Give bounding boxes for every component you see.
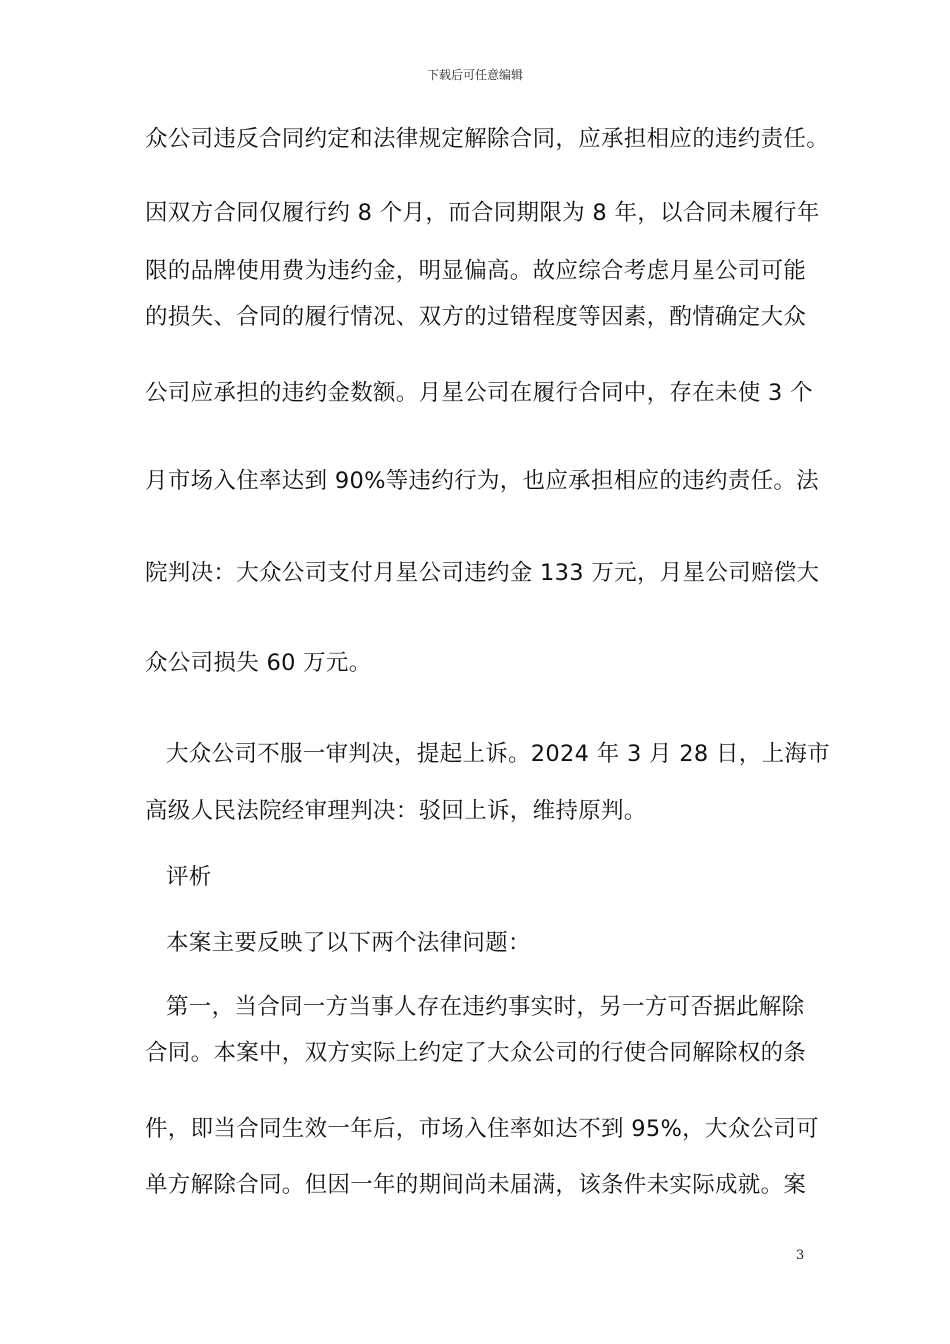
body-line: 众公司损失 60 万元。 xyxy=(145,650,372,676)
body-line: 众公司违反合同约定和法律规定解除合同，应承担相应的违约责任。 xyxy=(145,126,830,152)
page-number: 3 xyxy=(796,1248,805,1263)
body-line: 月市场入住率达到 90%等违约行为，也应承担相应的违约责任。法 xyxy=(145,468,819,494)
section-heading: 评析 xyxy=(166,864,212,890)
body-line: 的损失、合同的履行情况、双方的过错程度等因素，酌情确定大众 xyxy=(145,304,807,330)
body-line: 公司应承担的违约金数额。月星公司在履行合同中，存在未使 3 个 xyxy=(145,380,813,406)
body-line: 单方解除合同。但因一年的期间尚未届满，该条件未实际成就。案 xyxy=(145,1172,807,1198)
body-line: 因双方合同仅履行约 8 个月，而合同期限为 8 年，以合同未履行年 xyxy=(145,200,820,226)
page-header: 下载后可任意编辑 xyxy=(426,68,523,82)
body-line: 合同。本案中，双方实际上约定了大众公司的行使合同解除权的条 xyxy=(145,1040,807,1066)
body-line: 高级人民法院经审理判决：驳回上诉，维持原判。 xyxy=(145,798,647,824)
paragraph-line: 本案主要反映了以下两个法律问题： xyxy=(166,930,531,956)
body-line: 限的品牌使用费为违约金，明显偏高。故应综合考虑月星公司可能 xyxy=(145,258,807,284)
paragraph-line: 大众公司不服一审判决，提起上诉。2024 年 3 月 28 日，上海市 xyxy=(166,741,830,767)
body-line: 院判决：大众公司支付月星公司违约金 133 万元，月星公司赔偿大 xyxy=(145,560,820,586)
paragraph-line: 第一，当合同一方当事人存在违约事实时，另一方可否据此解除 xyxy=(166,994,805,1020)
body-line: 件，即当合同生效一年后，市场入住率如达不到 95%，大众公司可 xyxy=(145,1116,819,1142)
